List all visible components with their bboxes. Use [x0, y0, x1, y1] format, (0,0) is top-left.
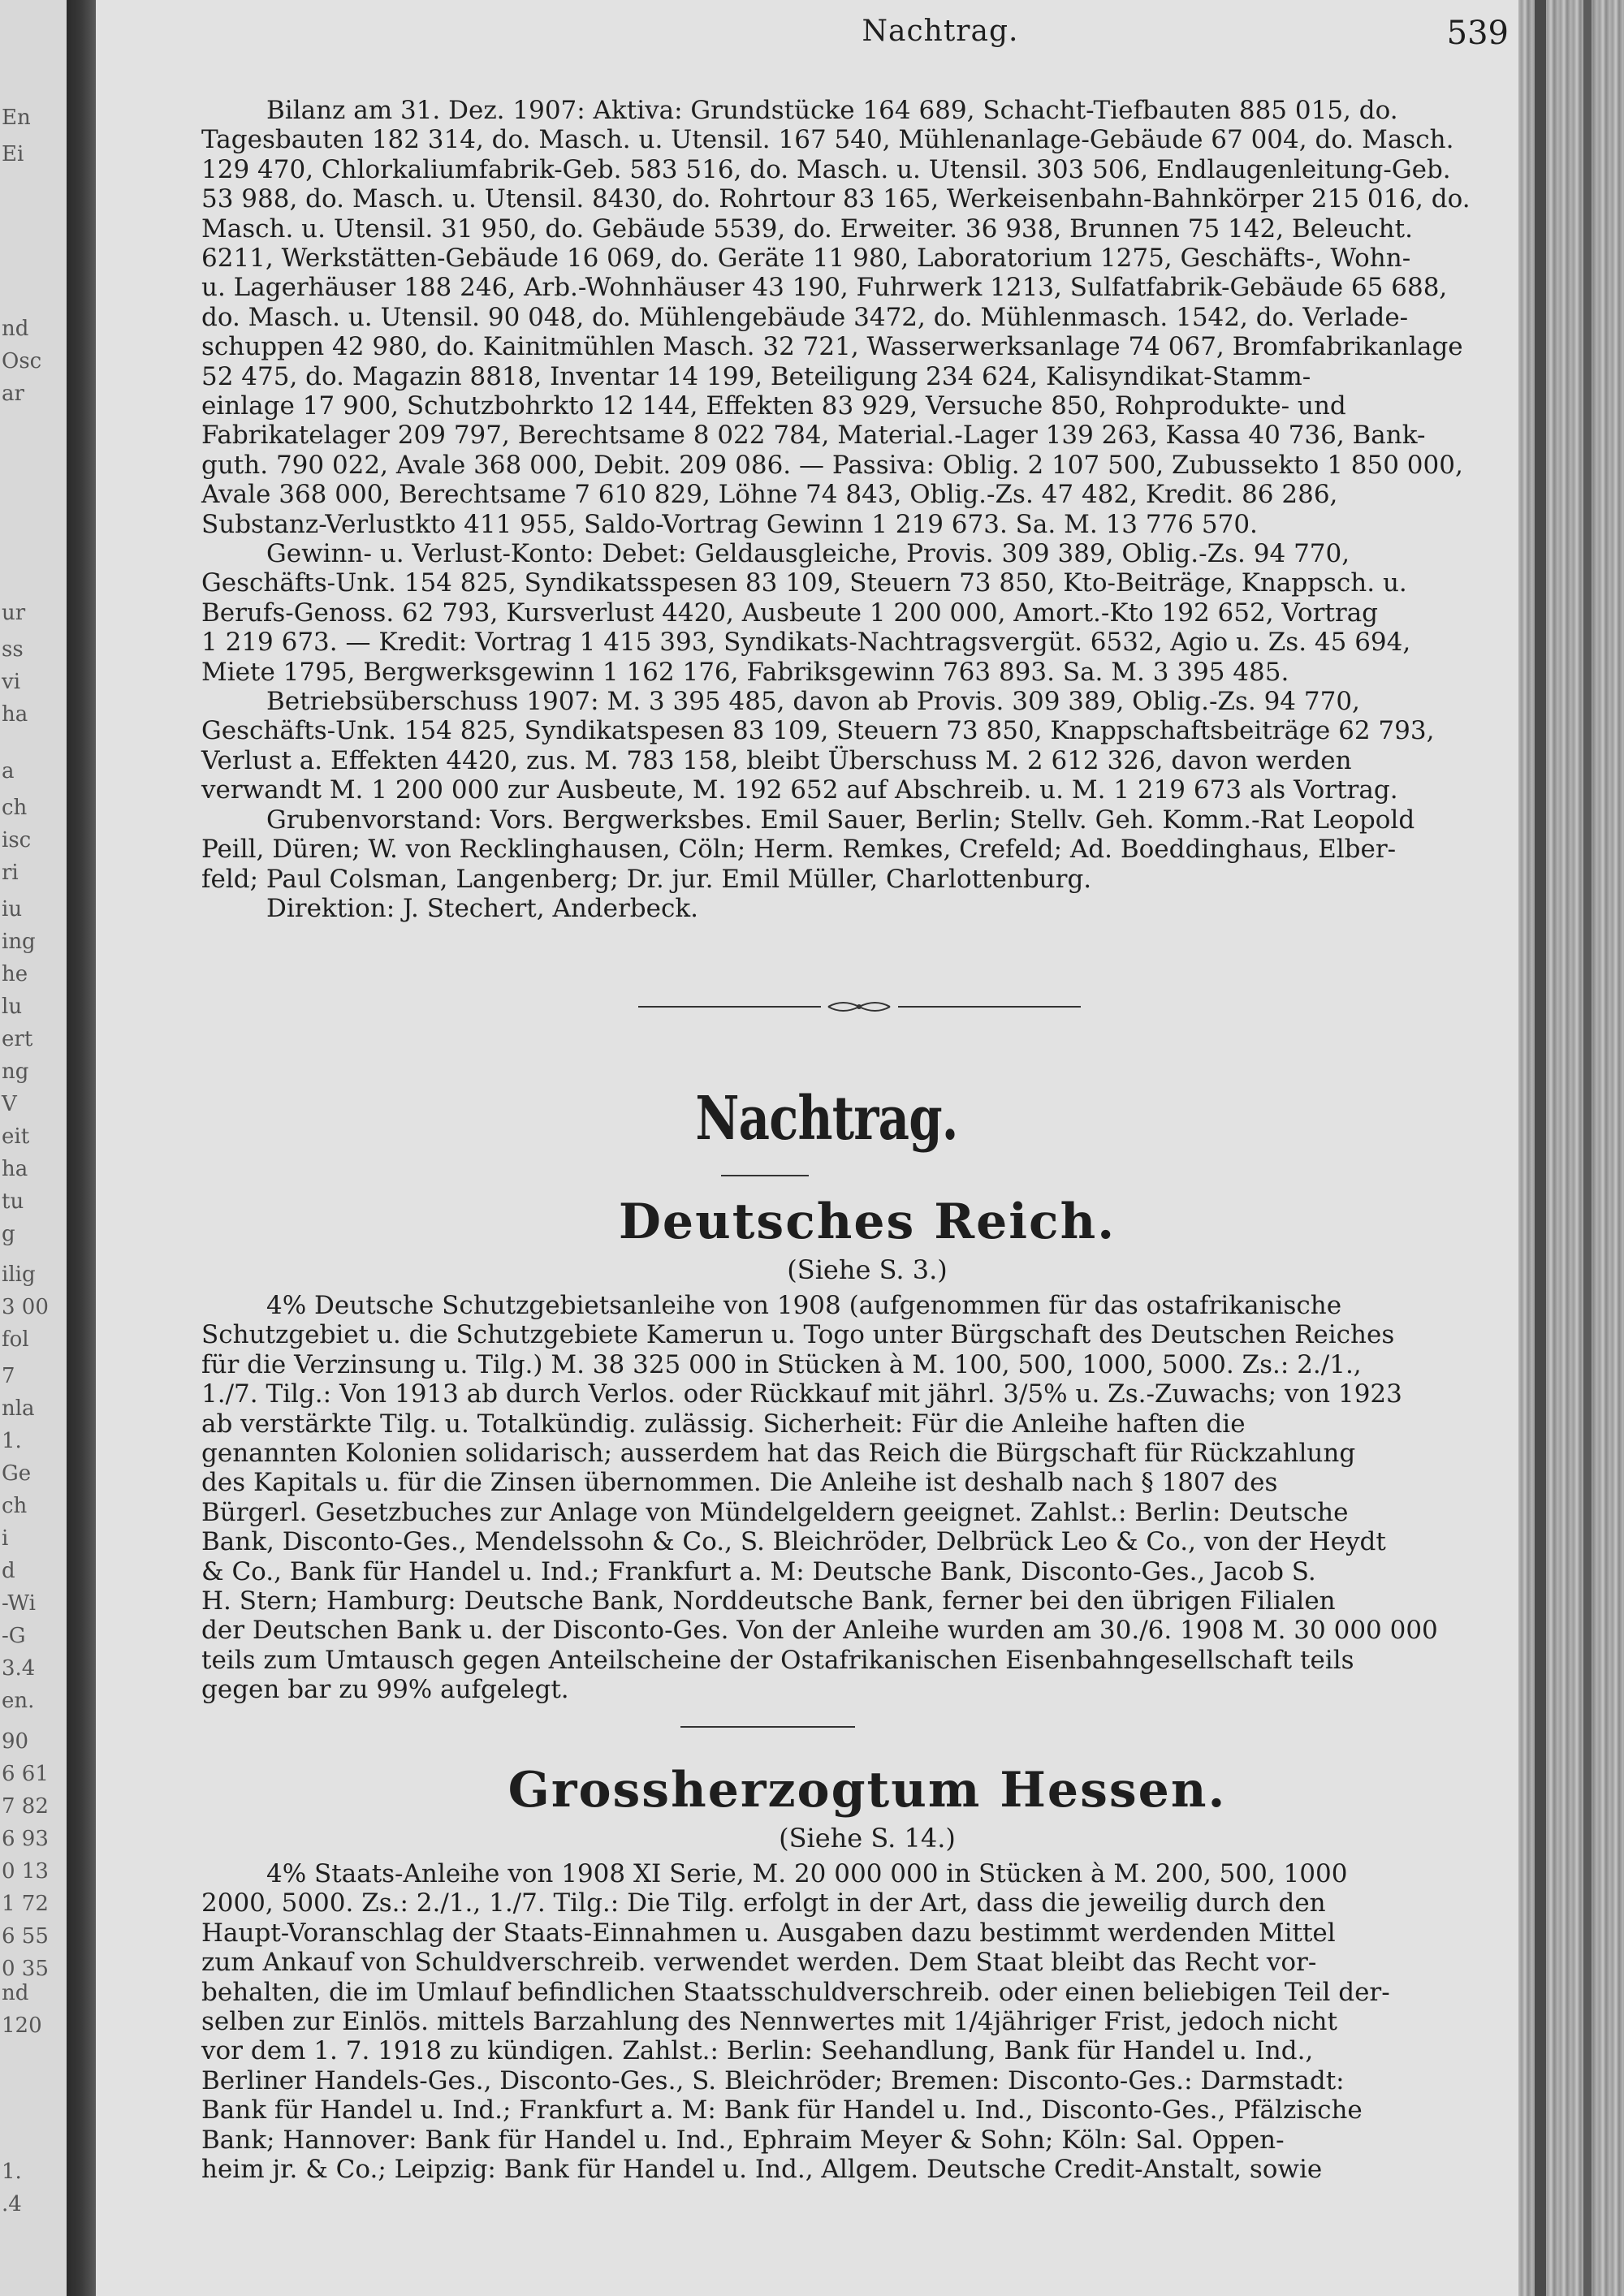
fragment-text: En — [2, 106, 31, 130]
page — [96, 0, 1518, 2296]
bilanz-line: 53 988, do. Masch. u. Utensil. 8430, do. Rohrtour 83 165, Werkeisenbahn-Bahnkörper 215 016, do. — [201, 184, 1471, 214]
direktion-paragraph — [201, 894, 1517, 923]
fragment-text: iu — [2, 897, 23, 921]
direktion-line: Direktion: J. Stechert, Anderbeck. — [266, 894, 698, 923]
reich-line: 4% Deutsche Schutzgebietsanleihe von 1908 (aufgenommen für das ostafrikanische — [266, 1291, 1342, 1320]
reich-line: teils zum Umtausch gegen Anteilscheine der Ostafrikanischen Eisenbahngesellschaft teils — [201, 1645, 1354, 1675]
fragment-text: ch — [2, 796, 28, 820]
fragment-text: ert — [2, 1027, 33, 1051]
fragment-text: 6 55 — [2, 1924, 49, 1949]
reich-line: Schutzgebiet u. die Schutzgebiete Kamerun u. Togo unter Bürgschaft des Deutschen Reiches — [201, 1320, 1395, 1350]
bilanz-line: u. Lagerhäuser 188 246, Arb.-Wohnhäuser 43 190, Fuhrwerk 1213, Sulfatfabrik-Gebäude 65 688, — [201, 273, 1448, 303]
fragment-text: 1. — [2, 1429, 22, 1453]
section-ornament — [638, 997, 1081, 1016]
bilanz-line: Avale 368 000, Berechtsame 7 610 829, Löhne 74 843, Oblig.-Zs. 47 482, Kredit. 86 286, — [201, 480, 1338, 510]
adjacent-page-fragment — [0, 0, 67, 2296]
fragment-text: ur — [2, 601, 26, 625]
fragment-text: ing — [2, 930, 36, 954]
see-reference-hessen: (Siehe S. 14.) — [779, 1823, 956, 1854]
hessen-line: Haupt-Voranschlag der Staats-Einnahmen u. Ausgaben dazu bestimmt werdenden Mittel — [201, 1918, 1336, 1948]
bilanz-line: schuppen 42 980, do. Kainitmühlen Masch. 32 721, Wasserwerksanlage 74 067, Bromfabrikanlage — [201, 332, 1463, 362]
fragment-text: nd — [2, 317, 29, 341]
reich-line: Bank, Disconto-Ges., Mendelssohn & Co., S. Bleichröder, Delbrück Leo & Co., von der Heydt — [201, 1527, 1386, 1557]
reich-line: & Co., Bank für Handel u. Ind.; Frankfurt a. M: Deutsche Bank, Disconto-Ges., Jacob S. — [201, 1556, 1316, 1586]
fragment-text: ar — [2, 382, 24, 406]
fragment-text: ha — [2, 702, 28, 727]
bilanz-line: do. Masch. u. Utensil. 90 048, do. Mühlengebäude 3472, do. Mühlenmasch. 1542, do. Verlade- — [201, 302, 1409, 332]
section-title-hessen: Grossherzogtum Hessen. — [508, 1762, 1227, 1819]
fragment-text: a — [2, 759, 15, 783]
page-edges — [1518, 0, 1624, 2296]
running-head: Nachtrag. — [862, 15, 1019, 48]
reich-line: H. Stern; Hamburg: Deutsche Bank, Norddeutsche Bank, ferner bei den übrigen Filialen — [201, 1586, 1336, 1616]
gewinn-line: 1 219 673. — Kredit: Vortrag 1 415 393, Syndikats-Nachtragsvergüt. 6532, Agio u. Zs. 45 694, — [201, 628, 1411, 658]
fragment-text: g — [2, 1222, 15, 1246]
fragment-text: eit — [2, 1124, 30, 1149]
bilanz-line: guth. 790 022, Avale 368 000, Debit. 209 086. — Passiva: Oblig. 2 107 500, Zubussekto 1 850 000, — [201, 450, 1463, 480]
betriebsueberschuss-paragraph — [201, 687, 1517, 805]
fragment-text: 1 72 — [2, 1892, 49, 1916]
fragment-text: 7 — [2, 1364, 15, 1388]
hessen-line: selben zur Einlös. mittels Barzahlung des Nennwertes mit 1/4jähriger Frist, jedoch nicht — [201, 2007, 1337, 2037]
bilanz-line: einlage 17 900, Schutzbohrkto 12 144, Effekten 83 929, Versuche 850, Rohprodukte- und — [201, 391, 1346, 421]
fragment-text: V — [2, 1092, 17, 1116]
fragment-text: vi — [2, 670, 21, 694]
grubenvorstand-paragraph — [201, 805, 1517, 894]
fragment-text: 0 13 — [2, 1859, 49, 1884]
bilanz-line: Tagesbauten 182 314, do. Masch. u. Utensil. 167 540, Mühlenanlage-Gebäude 67 004, do. Masch. — [201, 125, 1454, 155]
fragment-text: 7 82 — [2, 1794, 49, 1819]
fragment-text: Ge — [2, 1461, 32, 1486]
hessen-anleihe-paragraph — [201, 1859, 1517, 2184]
fragment-text: 3.4 — [2, 1656, 36, 1681]
fragment-text: i — [2, 1526, 9, 1551]
gewinn-line: Geschäfts-Unk. 154 825, Syndikatsspesen 83 109, Steuern 73 850, Kto-Beiträge, Knappsch. u. — [201, 568, 1407, 598]
fragment-text: Ei — [2, 142, 24, 166]
bilanz-paragraph — [201, 96, 1517, 539]
gewinn-line: Miete 1795, Bergwerksgewinn 1 162 176, Fabriksgewinn 763 893. Sa. M. 3 395 485. — [201, 657, 1289, 687]
reich-line: für die Verzinsung u. Tilg.) M. 38 325 000 in Stücken à M. 100, 500, 1000, 5000. Zs.: 2./1., — [201, 1349, 1362, 1379]
betrieb-line: Verlust a. Effekten 4420, zus. M. 783 158, bleibt Überschuss M. 2 612 326, davon werden — [201, 745, 1352, 775]
gruben-line: Peill, Düren; W. von Recklinghausen, Cöln; Herm. Remkes, Crefeld; Ad. Boeddinghaus, Elber- — [201, 835, 1397, 865]
fragment-text: -G — [2, 1624, 26, 1648]
ornament-icon — [827, 997, 892, 1016]
gruben-line: Grubenvorstand: Vors. Bergwerksbes. Emil Sauer, Berlin; Stellv. Geh. Komm.-Rat Leopold — [266, 805, 1415, 835]
bilanz-line: 52 475, do. Magazin 8818, Inventar 14 199, Beteiligung 234 624, Kalisyndikat-Stamm- — [201, 361, 1311, 391]
title-rule — [721, 1175, 809, 1176]
fragment-text: 0 35 — [2, 1957, 49, 1981]
gewinn-line: Berufs-Genoss. 62 793, Kursverlust 4420, Ausbeute 1 200 000, Amort.-Kto 192 652, Vortrag — [201, 598, 1379, 628]
fragment-text: 1. — [2, 2160, 22, 2184]
reich-line: ab verstärkte Tilg. u. Totalkündig. zulässig. Sicherheit: Für die Anleihe haften die — [201, 1409, 1246, 1439]
hessen-line: Berliner Handels-Ges., Disconto-Ges., S. Bleichröder; Bremen: Disconto-Ges.: Darmstadt: — [201, 2065, 1345, 2095]
fragment-text: nla — [2, 1396, 35, 1421]
bilanz-line: Fabrikatelager 209 797, Berechtsame 8 022 784, Material.-Lager 139 263, Kassa 40 736, Bank- — [201, 421, 1426, 451]
bilanz-line: 129 470, Chlorkaliumfabrik-Geb. 583 516, do. Masch. u. Utensil. 303 506, Endlaugenleitung-Geb. — [201, 154, 1451, 184]
fragment-text: 6 61 — [2, 1762, 49, 1786]
fragment-text: he — [2, 962, 28, 986]
reich-line: Bürgerl. Gesetzbuches zur Anlage von Mündelgeldern geeignet. Zahlst.: Berlin: Deutsche — [201, 1497, 1349, 1527]
betrieb-line: verwandt M. 1 200 000 zur Ausbeute, M. 192 652 auf Abschreib. u. M. 1 219 673 als Vortrag. — [201, 775, 1398, 805]
fragment-text: en. — [2, 1689, 35, 1713]
fragment-text: Osc — [2, 349, 42, 373]
hessen-line: zum Ankauf von Schuldverschreib. verwendet werden. Dem Staat bleibt das Recht vor- — [201, 1948, 1317, 1978]
gewinn-verlust-paragraph — [201, 539, 1517, 687]
fragment-text: lu — [2, 995, 23, 1019]
reich-line: des Kapitals u. für die Zinsen übernommen. Die Anleihe ist deshalb nach § 1807 des — [201, 1468, 1278, 1498]
bilanz-line: Masch. u. Utensil. 31 950, do. Gebäude 5539, do. Erweiter. 36 938, Brunnen 75 142, Beleucht. — [201, 214, 1413, 244]
reich-line: genannten Kolonien solidarisch; ausserdem hat das Reich die Bürgschaft für Rückzahlung — [201, 1439, 1356, 1469]
fragment-text: 6 93 — [2, 1827, 49, 1851]
book-gutter — [67, 0, 96, 2296]
page-number: 539 — [1446, 15, 1509, 52]
fragment-text: ss — [2, 637, 24, 662]
fragment-text: d — [2, 1559, 15, 1583]
fragment-text: fol — [2, 1327, 29, 1352]
hessen-line: 2000, 5000. Zs.: 2./1., 1./7. Tilg.: Die Tilg. erfolgt in der Art, dass die jeweilig durch den — [201, 1888, 1326, 1918]
fragment-text: tu — [2, 1189, 24, 1214]
fragment-text: ng — [2, 1060, 29, 1084]
reich-line: 1./7. Tilg.: Von 1913 ab durch Verlos. oder Rückkauf mit jährl. 3/5% u. Zs.-Zuwachs; von 1923 — [201, 1379, 1402, 1409]
bilanz-line: Bilanz am 31. Dez. 1907: Aktiva: Grundstücke 164 689, Schacht-Tiefbauten 885 015, do. — [266, 96, 1398, 125]
section-title-reich: Deutsches Reich. — [618, 1193, 1116, 1250]
betrieb-line: Betriebsüberschuss 1907: M. 3 395 485, davon ab Provis. 309 389, Oblig.-Zs. 94 770, — [266, 687, 1360, 716]
see-reference-reich: (Siehe S. 3.) — [787, 1254, 948, 1285]
fragment-text: 120 — [2, 2013, 42, 2038]
fragment-text: ha — [2, 1157, 28, 1181]
hessen-line: Bank für Handel u. Ind.; Frankfurt a. M: Bank für Handel u. Ind., Disconto-Ges., Pfälzische — [201, 2095, 1363, 2126]
fragment-text: .4 — [2, 2192, 22, 2216]
hessen-line: Bank; Hannover: Bank für Handel u. Ind., Ephraim Meyer & Sohn; Köln: Sal. Oppen- — [201, 2125, 1285, 2155]
section-rule — [680, 1726, 855, 1728]
fragment-text: nd — [2, 1981, 29, 2005]
betrieb-line: Geschäfts-Unk. 154 825, Syndikatspesen 83 109, Steuern 73 850, Knappschaftsbeiträge 62 793, — [201, 716, 1435, 746]
fragment-text: 3 00 — [2, 1295, 49, 1319]
hessen-line: vor dem 1. 7. 1918 zu kündigen. Zahlst.: Berlin: Seehandlung, Bank für Handel u. Ind., — [201, 2036, 1314, 2066]
fragment-text: -Wi — [2, 1591, 36, 1616]
fragment-text: isc — [2, 828, 32, 852]
gewinn-line: Gewinn- u. Verlust-Konto: Debet: Geldausgleiche, Provis. 309 389, Oblig.-Zs. 94 770, — [266, 539, 1350, 568]
bilanz-line: Substanz-Verlustkto 411 955, Saldo-Vortrag Gewinn 1 219 673. Sa. M. 13 776 570. — [201, 509, 1258, 539]
hessen-line: 4% Staats-Anleihe von 1908 XI Serie, M. 20 000 000 in Stücken à M. 200, 500, 1000 — [266, 1859, 1348, 1888]
fragment-text: ilig — [2, 1262, 36, 1287]
bilanz-line: 6211, Werkstätten-Gebäude 16 069, do. Geräte 11 980, Laboratorium 1275, Geschäfts-, Wohn- — [201, 244, 1411, 274]
fragment-text: ch — [2, 1494, 28, 1518]
reich-anleihe-paragraph — [201, 1291, 1517, 1705]
fragment-text: 90 — [2, 1729, 29, 1754]
reich-line: der Deutschen Bank u. der Disconto-Ges. Von der Anleihe wurden am 30./6. 1908 M. 30 000 000 — [201, 1616, 1438, 1646]
main-title: Nachtrag. — [695, 1084, 958, 1154]
reich-line: gegen bar zu 99% aufgelegt. — [201, 1675, 569, 1705]
fragment-text: ri — [2, 861, 19, 885]
hessen-line: behalten, die im Umlauf befindlichen Staatsschuldverschreib. oder einen beliebigen Teil der- — [201, 1977, 1390, 2007]
hessen-line: heim jr. & Co.; Leipzig: Bank für Handel u. Ind., Allgem. Deutsche Credit-Anstalt, sowie — [201, 2155, 1323, 2185]
gruben-line: feld; Paul Colsman, Langenberg; Dr. jur. Emil Müller, Charlottenburg. — [201, 864, 1092, 894]
